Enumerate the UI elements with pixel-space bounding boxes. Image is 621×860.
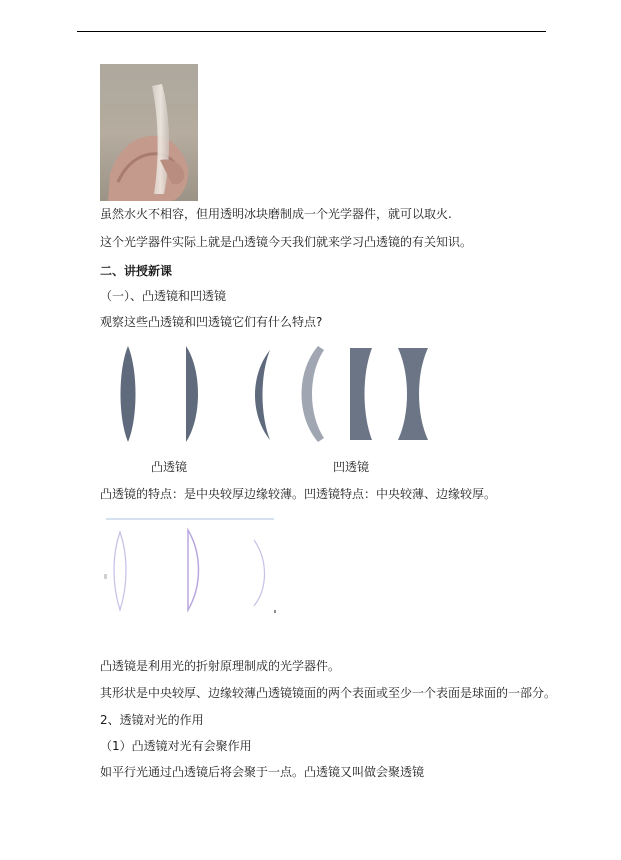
paragraph-6: 其形状是中央较厚、边缘较薄凸透镜镜面的两个表面或至少一个表面是球面的一部分。 [100,686,557,700]
section-heading: 二、讲授新课 [100,264,173,278]
subsection-heading: （一）、凸透镜和凹透镜 [100,289,227,303]
concave-caption: 凹透镜 [333,460,370,474]
lens-outline-sketch [104,510,280,619]
meniscus-concave-lens-icon [302,346,325,442]
biconcave-lens-icon [398,348,428,440]
paragraph-9: 如平行光通过凸透镜后将会聚于一点。凸透镜又叫做会聚透镜 [100,765,425,779]
paragraph-1: 虽然水火不相容，但用透明冰块磨制成一个光学器件，就可以取火. [100,207,452,221]
hand-holding-ice-lens-photo [100,64,198,201]
paragraph-4: 凸透镜的特点：是中央较厚边缘较薄。凹透镜特点：中央较薄、边缘较厚。 [100,487,497,501]
header-rule [77,31,546,32]
lens-shapes-figure [110,340,440,452]
plano-concave-lens-icon [350,348,372,440]
convex-caption: 凸透镜 [151,460,188,474]
paragraph-3: 观察这些凸透镜和凹透镜它们有什么特点? [100,315,323,329]
paragraph-8: （1）凸透镜对光有会聚作用 [100,739,252,753]
paragraph-5: 凸透镜是利用光的折射原理制成的光学器件。 [100,659,341,673]
paragraph-7: 2、透镜对光的作用 [100,713,204,727]
biconvex-lens-icon [121,346,136,442]
plano-convex-lens-icon [186,346,198,442]
paragraph-2: 这个光学器件实际上就是凸透镜今天我们就来学习凸透镜的有关知识。 [100,235,473,249]
meniscus-convex-lens-icon [255,350,270,440]
